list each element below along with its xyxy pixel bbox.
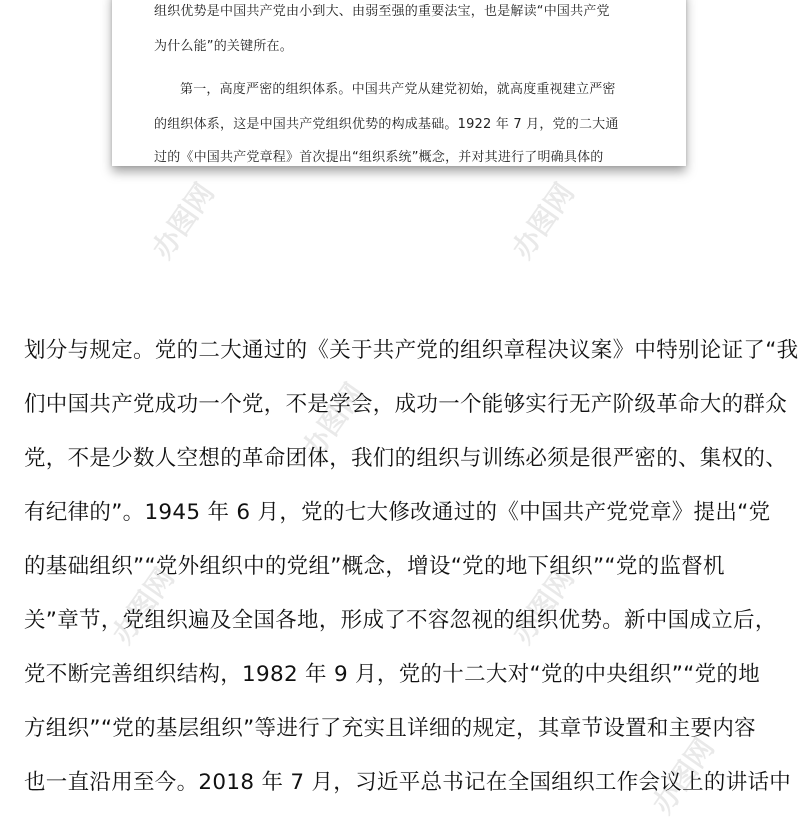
- document-preview-card: [112, 0, 686, 166]
- preview-line-4: 的组织体系，这是中国共产党组织优势的构成基础。1922 年 7 月，党的二大通: [154, 117, 619, 132]
- preview-line-5: 过的《中国共产党章程》首次提出“组织系统”概念，并对其进行了明确具体的: [154, 150, 604, 165]
- watermark: 办图网: [505, 176, 581, 265]
- watermark: 办图网: [645, 731, 721, 820]
- body-line-5: 的基础组织”“党外组织中的党组”概念，增设“党的地下组织”“党的监督机: [24, 554, 725, 579]
- preview-line-3: 第一，高度严密的组织体系。中国共产党从建党初始，就高度重视建立严密: [180, 82, 616, 97]
- body-line-7: 党不断完善组织结构，1982 年 9 月，党的十二大对“党的中央组织”“党的地: [24, 662, 761, 687]
- body-line-4: 有纪律的”。1945 年 6 月，党的七大修改通过的《中国共产党党章》提出“党: [24, 500, 771, 525]
- body-line-9: 也一直沿用至今。2018 年 7 月，习近平总书记在全国组织工作会议上的讲话中: [24, 770, 792, 795]
- body-line-2: 们中国共产党成功一个党，不是学会，成功一个能够实行无产阶级革命大的群众: [24, 392, 788, 417]
- watermark: 办图网: [145, 176, 221, 265]
- body-line-1: 划分与规定。党的二大通过的《关于共产党的组织章程决议案》中特别论证了“我: [24, 338, 799, 363]
- body-line-8: 方组织”“党的基层组织”等进行了充实且详细的规定，其章节设置和主要内容: [24, 716, 756, 741]
- body-line-3: 党，不是少数人空想的革命团体，我们的组织与训练必须是很严密的、集权的、: [24, 446, 788, 471]
- watermark: 办图网: [105, 561, 181, 650]
- preview-line-1: 组织优势是中国共产党由小到大、由弱至强的重要法宝，也是解读“中国共产党: [154, 4, 610, 19]
- preview-line-2: 为什么能”的关键所在。: [154, 39, 293, 54]
- body-line-6: 关”章节，党组织遍及全国各地，形成了不容忽视的组织优势。新中国成立后，: [24, 608, 777, 633]
- watermark: 办图网: [295, 376, 371, 465]
- watermark: 办图网: [505, 561, 581, 650]
